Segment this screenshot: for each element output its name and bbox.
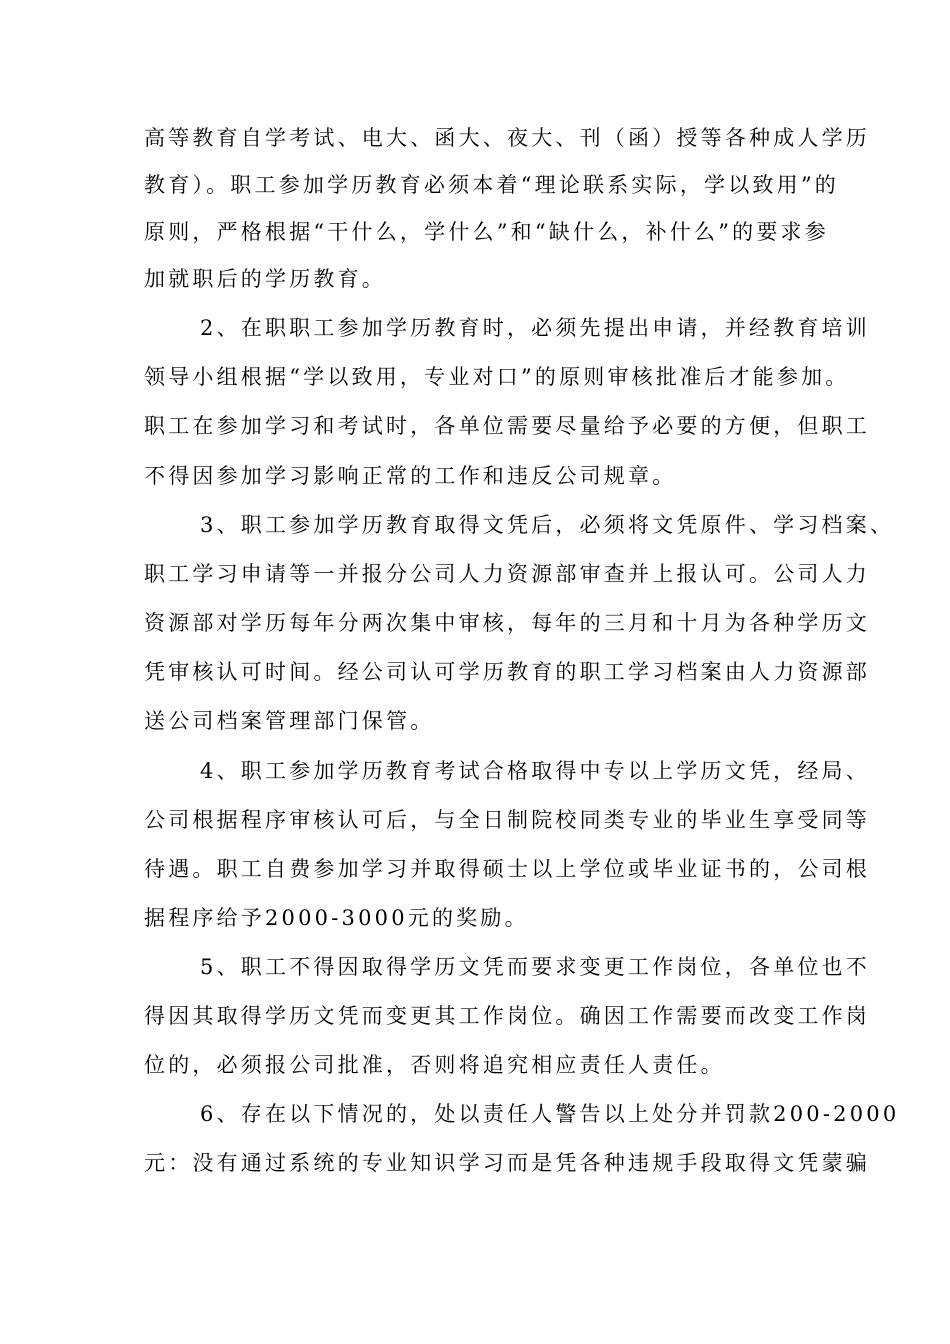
paragraph-line: 加就职后的学历教育。 <box>144 267 386 291</box>
paragraph-line: 高等教育自学考试、电大、函大、夜大、刊（函）授等各种成人学历 <box>144 126 870 150</box>
paragraph-line: 教育）。职工参加学历教育必须本着“理论联系实际，学以致用”的 <box>144 173 839 197</box>
clause-5-first-line: 5、职工不得因取得学历文凭而要求变更工作岗位，各单位也不 <box>200 955 870 979</box>
paragraph-line: 送公司档案管理部门保管。 <box>144 709 435 733</box>
paragraph-line: 得因其取得学历文凭而变更其工作岗位。确因工作需要而改变工作岗 <box>144 1004 870 1028</box>
paragraph-line: 公司根据程序审核认可后，与全日制院校同类专业的毕业生享受同等 <box>144 808 870 832</box>
paragraph-line: 凭审核认可时间。经公司认可学历教育的职工学习档案由人力资源部 <box>144 660 870 684</box>
paragraph-line: 原则，严格根据“干什么，学什么”和“缺什么，补什么”的要求参 <box>144 220 829 244</box>
paragraph-line: 不得因参加学习影响正常的工作和违反公司规章。 <box>144 464 677 488</box>
paragraph-line: 待遇。职工自费参加学习并取得硕士以上学位或毕业证书的，公司根 <box>144 857 870 881</box>
paragraph-line: 领导小组根据“学以致用，专业对口”的原则审核批准后才能参加。 <box>144 365 850 389</box>
clause-4-first-line: 4、职工参加学历教育考试合格取得中专以上学历文凭，经局、 <box>200 759 870 783</box>
paragraph-line: 元：没有通过系统的专业知识学习而是凭各种违规手段取得文凭蒙骗 <box>144 1151 870 1175</box>
paragraph-line: 资源部对学历每年分两次集中审核，每年的三月和十月为各种学历文 <box>144 611 870 635</box>
clause-6-first-line: 6、存在以下情况的，处以责任人警告以上处分并罚款200-2000 <box>200 1102 900 1126</box>
clause-2-first-line: 2、在职职工参加学历教育时，必须先提出申请，并经教育培训 <box>200 316 870 340</box>
paragraph-line: 据程序给予2000-3000元的奖励。 <box>144 906 529 930</box>
paragraph-line: 职工学习申请等一并报分公司人力资源部审查并上报认可。公司人力 <box>144 562 870 586</box>
paragraph-line: 职工在参加学习和考试时，各单位需要尽量给予必要的方便，但职工 <box>144 414 870 438</box>
clause-3-first-line: 3、职工参加学历教育取得文凭后，必须将文凭原件、学习档案、 <box>200 513 895 537</box>
paragraph-line: 位的，必须报公司批准，否则将追究相应责任人责任。 <box>144 1053 725 1077</box>
